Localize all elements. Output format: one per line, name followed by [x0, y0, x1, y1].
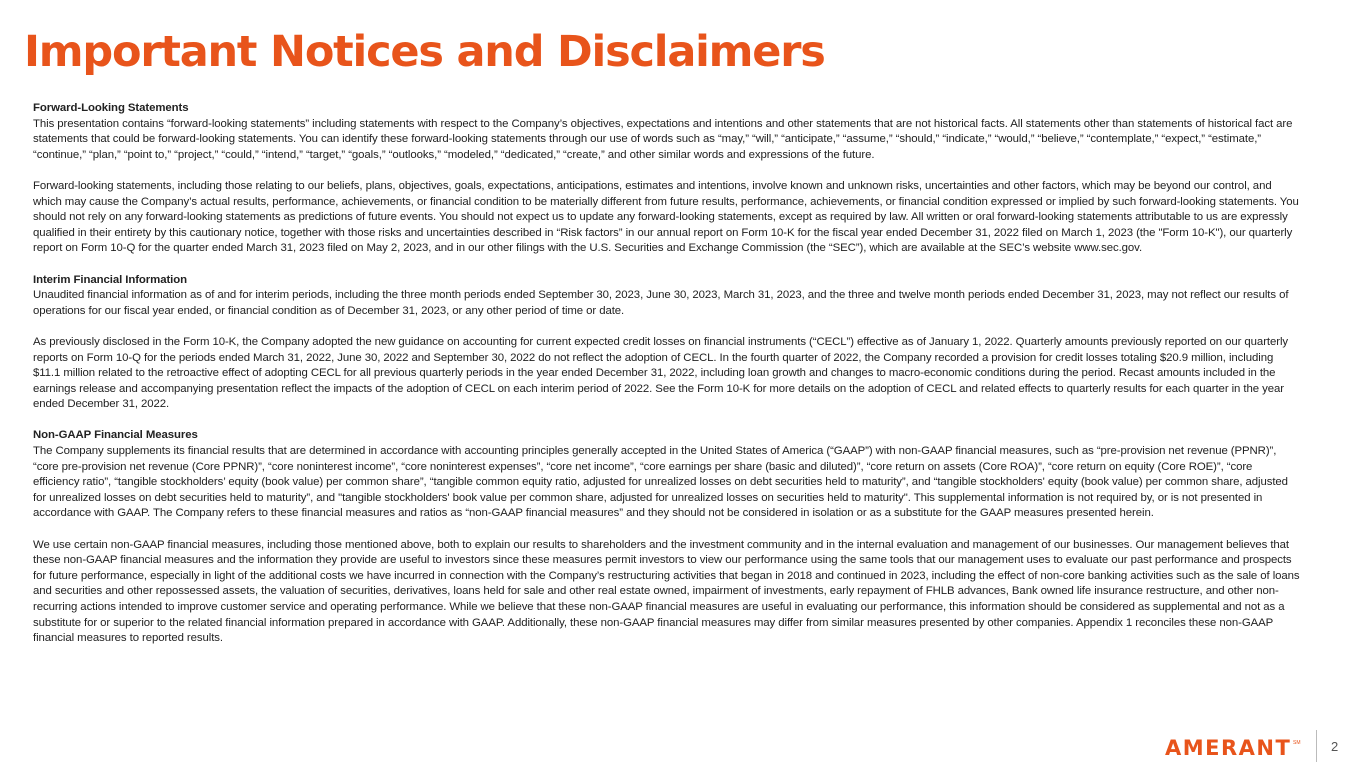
interim-paragraph-2: As previously disclosed in the Form 10-K, the Company adopted the new guidance on accounting for current expected credit losses on financial instruments (“CECL”) effective as of January 1, 2022. Quarterly amounts previously reported on our quarterly reports on Form 10-Q for the periods ended March 31, 2022, June 30, 2022 and September 30, 2022 do not reflect the adoption of CECL. In the fourth quarter of 2022, the Company recorded a provision for credit losses totaling $20.9 million, including $11.1 million related to the retroactive effect of adopting CECL for all previous quarterly periods in the year ended December 31, 2022, including loan growth and changes to macro-economic conditions during the period. Recast amounts included in the earnings release and accompanying presentation reflect the impacts of the adoption of CECL on each interim period of 2022. See the Form 10-K for more details on the adoption of CECL and related effects to quarterly results for each quarter in the year ended December 31, 2022. — [33, 335, 1289, 411]
amerant-logo — [1165, 736, 1305, 756]
interim-section — [33, 273, 1301, 320]
forward-looking-paragraph-2: Forward-looking statements, including those relating to our beliefs, plans, objectives, goals, expectations, anticipations, estimates and intentions, involve known and unknown risks, uncertainties and other factors, which may be beyond our control, and which may cause the Company’s actual results, performance, achievements, or financial condition to be materially different from future results, performance, achievements, or financial condition expressed or implied by such forward-looking statements. You should not rely on any forward-looking statements as predictions of future events. You should not expect us to update any forward-looking statements, except as required by law. All written or oral forward-looking statements attributable to us are expressly qualified in their entirety by this cautionary notice, together with those risks and uncertainties described in “Risk factors” in our annual report on Form 10-K for the fiscal year ended December 31, 2022 filed on March 1, 2023 (the "Form 10-K"), our quarterly report on Form 10-Q for the quarter ended March 31, 2023 filed on May 2, 2023, and in our other filings with the U.S. Securities and Exchange Commission (the “SEC”), which are available at the SEC’s website www.sec.gov. — [33, 179, 1299, 255]
logo-wordmark: AMERANT — [1165, 736, 1292, 758]
forward-looking-paragraph-1: This presentation contains “forward-looking statements” including statements with respect to the Company’s objectives, expectations and intentions and other statements that are not historical facts. All statements other than statements of historical fact are statements that could be forward-looking statements. You can identify these forward-looking statements through our use of words such as “may,” “will,” “anticipate,” “assume,” “should,” “indicate,” “would,” “believe,” “contemplate,” “expect,” “estimate,” “continue,” “plan,” “point to,” “project,” “could,” “intend,” “target,” “goals,” “outlooks,” “modeled,” “dedicated,” “create,” and other similar words and expressions of the future. — [33, 117, 1293, 161]
non-gaap-paragraph-2-wrap — [33, 538, 1301, 647]
page-number: 2 — [1331, 739, 1339, 754]
forward-looking-section — [33, 101, 1301, 163]
logo-trademark: SM — [1293, 740, 1301, 746]
interim-paragraph-2-wrap — [33, 335, 1301, 413]
non-gaap-paragraph-1: The Company supplements its financial results that are determined in accordance with accounting principles generally accepted in the United States of America (“GAAP”) with non-GAAP financial measures, such as “pre-provision net revenue (PPNR)”, “core pre-provision net revenue (Core PPNR)”, “core noninterest income”, “core noninterest expenses”, “core net income”, “core earnings per share (basic and diluted)”, “core return on assets (Core ROA)”, “core return on equity (Core ROE)”, “core efficiency ratio”, “tangible stockholders’ equity (book value) per common share”, “tangible common equity ratio, adjusted for unrealized losses on debt securities held to maturity”, and “tangible stockholders' equity (book value) per common share, adjusted for unrealized losses on debt securities held to maturity”, and "tangible stockholders' book value per common share, adjusted for unrealized losses on securities held to maturity". This supplemental information is not required by, or is not presented in accordance with GAAP. The Company refers to these financial measures and ratios as “non-GAAP financial measures” and they should not be considered in isolation or as a substitute for the GAAP measures presented herein. — [33, 445, 1288, 520]
amerant-logo-mark — [1165, 736, 1305, 758]
section-heading-non-gaap: Non-GAAP Financial Measures — [33, 429, 198, 442]
section-heading-interim: Interim Financial Information — [33, 273, 188, 286]
section-heading-forward-looking: Forward-Looking Statements — [33, 102, 189, 114]
non-gaap-section — [33, 428, 1301, 522]
disclaimer-body — [33, 101, 1301, 662]
page-title: Important Notices and Disclaimers — [24, 27, 825, 77]
non-gaap-paragraph-2: We use certain non-GAAP financial measures, including those mentioned above, both to explain our results to shareholders and the investment community and in the internal evaluation and management of our businesses. Our management believes that these non-GAAP financial measures and the information they provide are useful to investors since these measures permit investors to view our performance using the same tools that our management uses to evaluate our past performance and prospects for future performance, especially in light of the additional costs we have incurred in connection with the Company’s restructuring activities that began in 2018 and continued in 2023, including the effect of non-core banking activities such as the sale of loans and securities and other repossessed assets, the valuation of securities, derivatives, loans held for sale and other real estate owned, impairment of investments, early repayment of FHLB advances, Bank owned life insurance restructure, and other non-recurring actions intended to improve customer service and operating performance. While we believe that these non-GAAP financial measures are useful in evaluating our performance, this information should be considered as supplemental and not as a substitute for or superior to the related financial information prepared in accordance with GAAP. Additionally, these non-GAAP financial measures may differ from similar measures presented by other companies. Appendix 1 reconciles these non-GAAP financial measures to reported results. — [33, 538, 1300, 645]
forward-looking-paragraph-2-wrap — [33, 179, 1301, 257]
footer-divider — [1316, 730, 1317, 762]
interim-paragraph-1: Unaudited financial information as of and for interim periods, including the three month periods ended September 30, 2023, June 30, 2023, March 31, 2023, and the three and twelve month periods ended December 31, 2023, may not reflect our results of operations for our fiscal year ended, or financial condition as of December 31, 2023, or any other period of time or date. — [33, 289, 1289, 317]
